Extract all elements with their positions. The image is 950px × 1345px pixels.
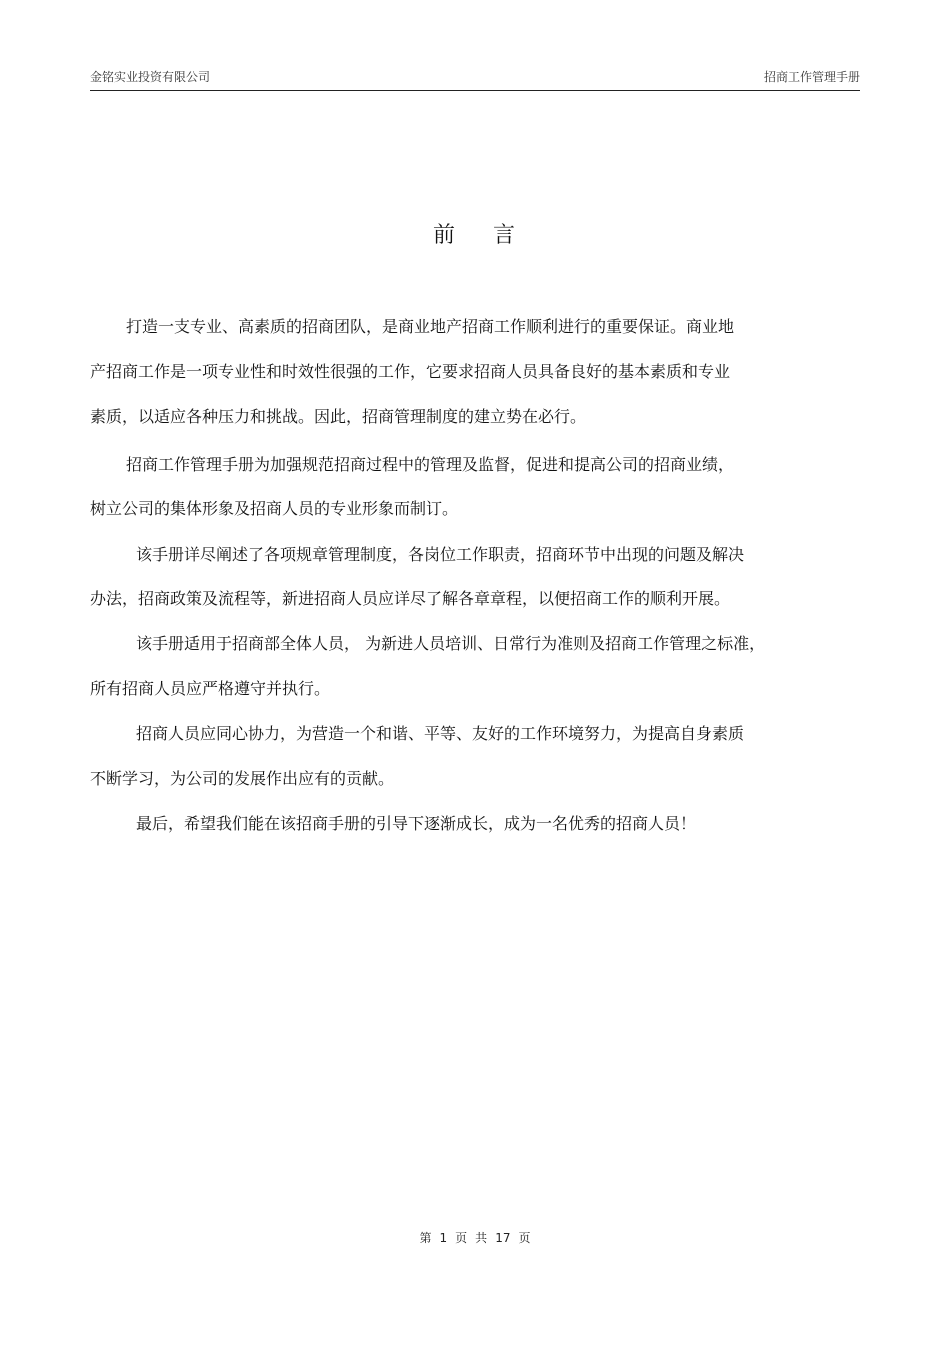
paragraph-3-line-2: 办法，招商政策及流程等，新进招商人员应详尽了解各章章程，以便招商工作的顺利开展。 xyxy=(90,589,731,608)
paragraph-2-line-2: 树立公司的集体形象及招商人员的专业形象而制订。 xyxy=(90,499,459,518)
footer-ye: 页 xyxy=(455,1231,468,1245)
paragraph-1-line-1: 打造一支专业、高素质的招商团队，是商业地产招商工作顺利进行的重要保证。商业地 xyxy=(126,317,735,336)
footer-di: 第 xyxy=(419,1231,432,1245)
paragraph-5-line-1: 招商人员应同心协力，为营造一个和谐、平等、友好的工作环境努力，为提高自身素质 xyxy=(136,724,745,743)
paragraph-1-line-2: 产招商工作是一项专业性和时效性很强的工作，它要求招商人员具备良好的基本素质和专业 xyxy=(90,362,731,381)
title-char-1: 前 xyxy=(432,223,457,248)
paragraph-2-line-1: 招商工作管理手册为加强规范招商过程中的管理及监督，促进和提高公司的招商业绩， xyxy=(126,455,735,474)
paragraph-4-line-2: 所有招商人员应严格遵守并执行。 xyxy=(90,679,331,698)
paragraph-4-line-1: 该手册适用于招商部全体人员， 为新进人员培训、日常行为准则及招商工作管理之标准， xyxy=(136,634,766,653)
page-header xyxy=(90,66,860,91)
paragraph-5-line-2: 不断学习，为公司的发展作出应有的贡献。 xyxy=(90,769,395,788)
title-char-2: 言 xyxy=(493,223,518,248)
paragraph-1-line-3: 素质，以适应各种压力和挑战。因此，招商管理制度的建立势在必行。 xyxy=(90,407,587,426)
footer-gong: 共 xyxy=(475,1231,488,1245)
paragraph-6-line-1: 最后，希望我们能在该招商手册的引导下逐渐成长，成为一名优秀的招商人员！ xyxy=(136,814,697,833)
page-title xyxy=(0,218,950,249)
footer-ye-2: 页 xyxy=(518,1231,531,1245)
company-name: 金铭实业投资有限公司 xyxy=(90,70,211,84)
page-footer xyxy=(0,1229,950,1246)
footer-total-pages: 17 xyxy=(495,1231,511,1245)
paragraph-3-line-1: 该手册详尽阐述了各项规章管理制度，各岗位工作职责，招商环节中出现的问题及解决 xyxy=(136,545,745,564)
manual-title: 招商工作管理手册 xyxy=(763,70,860,84)
footer-page-number: 1 xyxy=(439,1231,448,1245)
